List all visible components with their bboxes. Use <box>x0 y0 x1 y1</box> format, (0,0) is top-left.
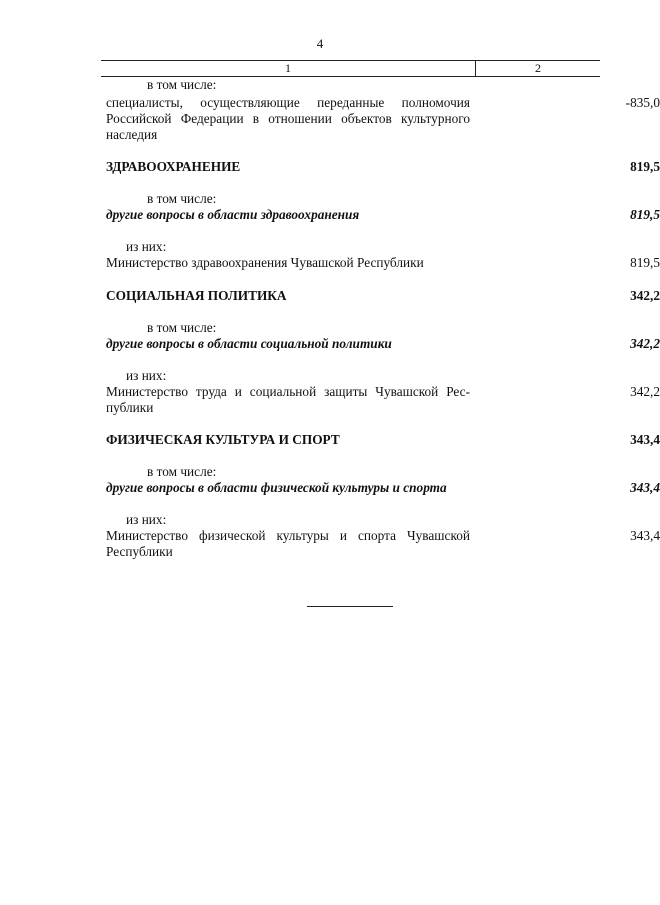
row-intro: в том числе: <box>147 77 217 92</box>
row-text-line: Российской Федерации в отношении объектов культурного <box>106 111 470 126</box>
row-text <box>106 95 470 143</box>
row-intro: из них: <box>126 512 167 527</box>
end-rule <box>307 606 393 607</box>
section-title: СОЦИАЛЬНАЯ ПОЛИТИКА <box>106 288 287 303</box>
row-text <box>106 528 470 560</box>
row-text <box>106 384 470 416</box>
row-text: Министерство здравоохранения Чувашской Республики <box>106 255 424 270</box>
row-text-line: Министерство труда и социальной защиты Чувашской Рес- <box>106 384 470 399</box>
row-intro: из них: <box>126 239 167 254</box>
row-value: 819,5 <box>630 255 660 270</box>
section-value: 343,4 <box>630 432 660 447</box>
row-text: другие вопросы в области социальной политики <box>106 336 392 351</box>
row-value: 342,2 <box>630 336 660 351</box>
row-text-line: Республики <box>106 544 173 559</box>
row-intro: из них: <box>126 368 167 383</box>
section-title: ЗДРАВООХРАНЕНИЕ <box>106 159 241 174</box>
column-1-header: 1 <box>285 61 291 75</box>
row-intro: в том числе: <box>147 464 217 479</box>
page-number: 4 <box>316 36 324 51</box>
row-text-line: публики <box>106 400 154 415</box>
row-value: 819,5 <box>630 207 660 222</box>
row-value: -835,0 <box>625 95 660 110</box>
row-value: 343,4 <box>630 480 660 495</box>
row-text: другие вопросы в области здравоохранения <box>106 207 360 222</box>
section-value: 819,5 <box>630 159 660 174</box>
column-2-header: 2 <box>535 61 541 75</box>
row-text-line: Министерство физической культуры и спорта Чувашской <box>106 528 470 543</box>
row-intro: в том числе: <box>147 320 217 335</box>
section-title: ФИЗИЧЕСКАЯ КУЛЬТУРА И СПОРТ <box>106 432 340 447</box>
row-value: 342,2 <box>630 384 660 399</box>
table-header <box>101 60 600 77</box>
row-text-line: наследия <box>106 127 158 142</box>
row-text-line: специалисты, осуществляющие переданные полномочия <box>106 95 470 110</box>
row-text: другие вопросы в области физической культуры и спорта <box>106 480 447 495</box>
row-value: 343,4 <box>630 528 660 543</box>
section-value: 342,2 <box>630 288 660 303</box>
row-intro: в том числе: <box>147 191 217 206</box>
